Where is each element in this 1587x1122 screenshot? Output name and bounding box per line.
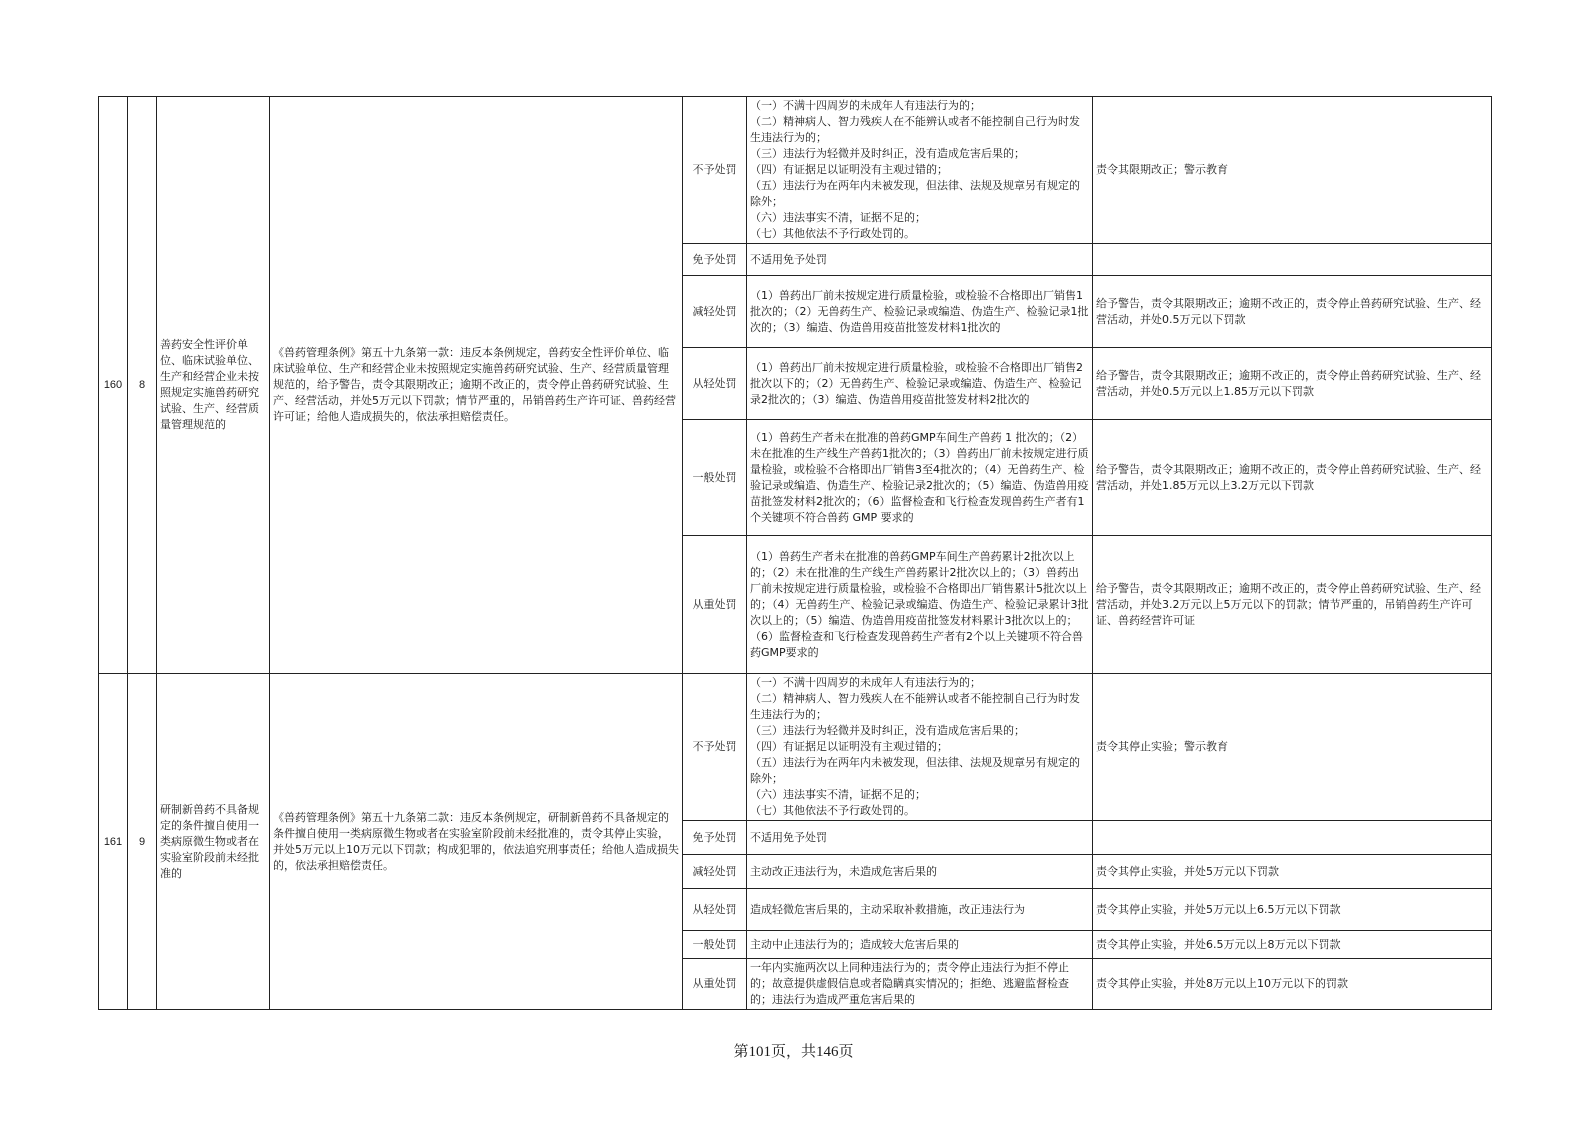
- condition-line: （四）有证据足以证明没有主观过错的；: [750, 740, 948, 753]
- table-row: [99, 674, 1492, 821]
- penalty-condition: （1）兽药生产者未在批准的兽药GMP车间生产兽药 1 批次的；（2）未在批准的生产线生产兽药1批次的；（3）兽药出厂前未按规定进行质量检验，或检验不合格即出厂销售3至4批次的；（4）无兽药生产、检验记录或编造、伪造生产、检验记录2批次的；（5）编造、伪造兽用疫苗批签发材料2批次的；（6）监督检查和飞行检查发现兽药生产者有1个关键项不符合兽药 GMP 要求的: [747, 420, 1093, 536]
- penalty-condition: 一年内实施两次以上同种违法行为的；责令停止违法行为拒不停止的；故意提供虚假信息或者隐瞒真实情况的；拒绝、逃避监督检查的；违法行为造成严重危害后果的: [747, 959, 1093, 1010]
- condition-line: （五）违法行为在两年内未被发现，但法律、法规及规章另有规定的除外；: [750, 179, 1080, 208]
- penalty-condition: （1）兽药出厂前未按规定进行质量检验，或检验不合格即出厂销售1批次的；（2）无兽药生产、检验记录或编造、伪造生产、检验记录1批次的；（3）编造、伪造兽用疫苗批签发材料1批次的: [747, 276, 1093, 348]
- penalty-level: 免予处罚: [683, 821, 747, 855]
- penalty-condition: [747, 97, 1093, 244]
- penalty-level: 不予处罚: [683, 97, 747, 244]
- penalty-condition: [747, 674, 1093, 821]
- condition-line: （二）精神病人、智力残疾人在不能辨认或者不能控制自己行为时发生违法行为的；: [750, 115, 1080, 144]
- penalty-measure: 给予警告，责令其限期改正；逾期不改正的，责令停止兽药研究试验、生产、经营活动，并处0.5万元以上1.85万元以下罚款: [1093, 348, 1492, 420]
- item-number: 161: [99, 674, 128, 1010]
- violation-description: 善药安全性评价单位、临床试验单位、生产和经营企业未按照规定实施兽药研究试验、生产、经营质量管理规范的: [157, 97, 270, 674]
- penalty-condition: 不适用免予处罚: [747, 821, 1093, 855]
- condition-line: （六）违法事实不清，证据不足的；: [750, 211, 926, 224]
- sub-number: 8: [128, 97, 157, 674]
- penalty-level: 减轻处罚: [683, 855, 747, 889]
- penalty-level: 一般处罚: [683, 420, 747, 536]
- condition-line: （三）违法行为轻微并及时纠正，没有造成危害后果的；: [750, 147, 1025, 160]
- legal-basis: 《兽药管理条例》第五十九条第一款：违反本条例规定，兽药安全性评价单位、临床试验单位、生产和经营企业未按照规定实施兽药研究试验、生产、经营质量管理规范的，给予警告，责令其限期改正；逾期不改正的，责令停止兽药研究试验、生产、经营活动，并处5万元以下罚款；情节严重的，吊销兽药生产许可证、兽药经营许可证；给他人造成损失的，依法承担赔偿责任。: [270, 97, 683, 674]
- table-row: [99, 97, 1492, 244]
- penalty-condition: 主动中止违法行为的；造成较大危害后果的: [747, 931, 1093, 959]
- penalty-measure: 给予警告，责令其限期改正；逾期不改正的，责令停止兽药研究试验、生产、经营活动，并处0.5万元以下罚款: [1093, 276, 1492, 348]
- penalty-measure: 责令其停止实验，并处8万元以上10万元以下的罚款: [1093, 959, 1492, 1010]
- sub-number: 9: [128, 674, 157, 1010]
- condition-line: （五）违法行为在两年内未被发现，但法律、法规及规章另有规定的除外；: [750, 756, 1080, 785]
- penalty-level: 不予处罚: [683, 674, 747, 821]
- condition-line: （一）不满十四周岁的未成年人有违法行为的；: [750, 676, 981, 689]
- condition-line: （一）不满十四周岁的未成年人有违法行为的；: [750, 99, 981, 112]
- penalty-condition: 造成轻微危害后果的，主动采取补救措施，改正违法行为: [747, 889, 1093, 931]
- penalty-level: 从轻处罚: [683, 348, 747, 420]
- penalty-measure: 给予警告，责令其限期改正；逾期不改正的，责令停止兽药研究试验、生产、经营活动，并处1.85万元以上3.2万元以下罚款: [1093, 420, 1492, 536]
- page-footer: 第101页，共146页: [733, 1044, 854, 1060]
- condition-line: （四）有证据足以证明没有主观过错的；: [750, 163, 948, 176]
- penalty-level: 免予处罚: [683, 244, 747, 276]
- condition-line: （七）其他依法不予行政处罚的。: [750, 804, 915, 817]
- penalty-measure: 给予警告，责令其限期改正；逾期不改正的，责令停止兽药研究试验、生产、经营活动，并处3.2万元以上5万元以下的罚款；情节严重的，吊销兽药生产许可证、兽药经营许可证: [1093, 536, 1492, 674]
- condition-line: （三）违法行为轻微并及时纠正，没有造成危害后果的；: [750, 724, 1025, 737]
- penalty-level: 从重处罚: [683, 959, 747, 1010]
- penalty-measure: 责令其限期改正；警示教育: [1093, 97, 1492, 244]
- legal-basis: 《兽药管理条例》第五十九条第二款：违反本条例规定，研制新兽药不具备规定的条件擅自使用一类病原微生物或者在实验室阶段前未经批准的，责令其停止实验，并处5万元以上10万元以下罚款；构成犯罪的，依法追究刑事责任；给他人造成损失的，依法承担赔偿责任。: [270, 674, 683, 1010]
- condition-line: （六）违法事实不清，证据不足的；: [750, 788, 926, 801]
- condition-line: （七）其他依法不予行政处罚的。: [750, 227, 915, 240]
- penalty-level: 一般处罚: [683, 931, 747, 959]
- penalty-level: 减轻处罚: [683, 276, 747, 348]
- penalty-condition: 不适用免予处罚: [747, 244, 1093, 276]
- penalty-condition: 主动改正违法行为，未造成危害后果的: [747, 855, 1093, 889]
- item-number: 160: [99, 97, 128, 674]
- penalty-measure: 责令其停止实验，并处5万元以上6.5万元以下罚款: [1093, 889, 1492, 931]
- penalty-measure: 责令其停止实验；警示教育: [1093, 674, 1492, 821]
- penalty-level: 从轻处罚: [683, 889, 747, 931]
- penalty-measure: 责令其停止实验，并处5万元以下罚款: [1093, 855, 1492, 889]
- violation-description: 研制新兽药不具备规定的条件擅自使用一类病原微生物或者在实验室阶段前未经批准的: [157, 674, 270, 1010]
- penalty-level: 从重处罚: [683, 536, 747, 674]
- penalty-measure: 责令其停止实验，并处6.5万元以上8万元以下罚款: [1093, 931, 1492, 959]
- penalty-condition: （1）兽药生产者未在批准的兽药GMP车间生产兽药累计2批次以上的；（2）未在批准的生产线生产兽药累计2批次以上的；（3）兽药出厂前未按规定进行质量检验，或检验不合格即出厂销售累计5批次以上的；（4）无兽药生产、检验记录或编造、伪造生产、检验记录累计3批次以上的；（5）编造、伪造兽用疫苗批签发材料累计3批次以上的；（6）监督检查和飞行检查发现兽药生产者有2个以上关键项不符合兽药GMP要求的: [747, 536, 1093, 674]
- penalty-table: [98, 96, 1492, 1010]
- condition-line: （二）精神病人、智力残疾人在不能辨认或者不能控制自己行为时发生违法行为的；: [750, 692, 1080, 721]
- penalty-condition: （1）兽药出厂前未按规定进行质量检验，或检验不合格即出厂销售2批次以下的；（2）无兽药生产、检验记录或编造、伪造生产、检验记录2批次的；（3）编造、伪造兽用疫苗批签发材料2批次的: [747, 348, 1093, 420]
- penalty-measure: [1093, 821, 1492, 855]
- penalty-measure: [1093, 244, 1492, 276]
